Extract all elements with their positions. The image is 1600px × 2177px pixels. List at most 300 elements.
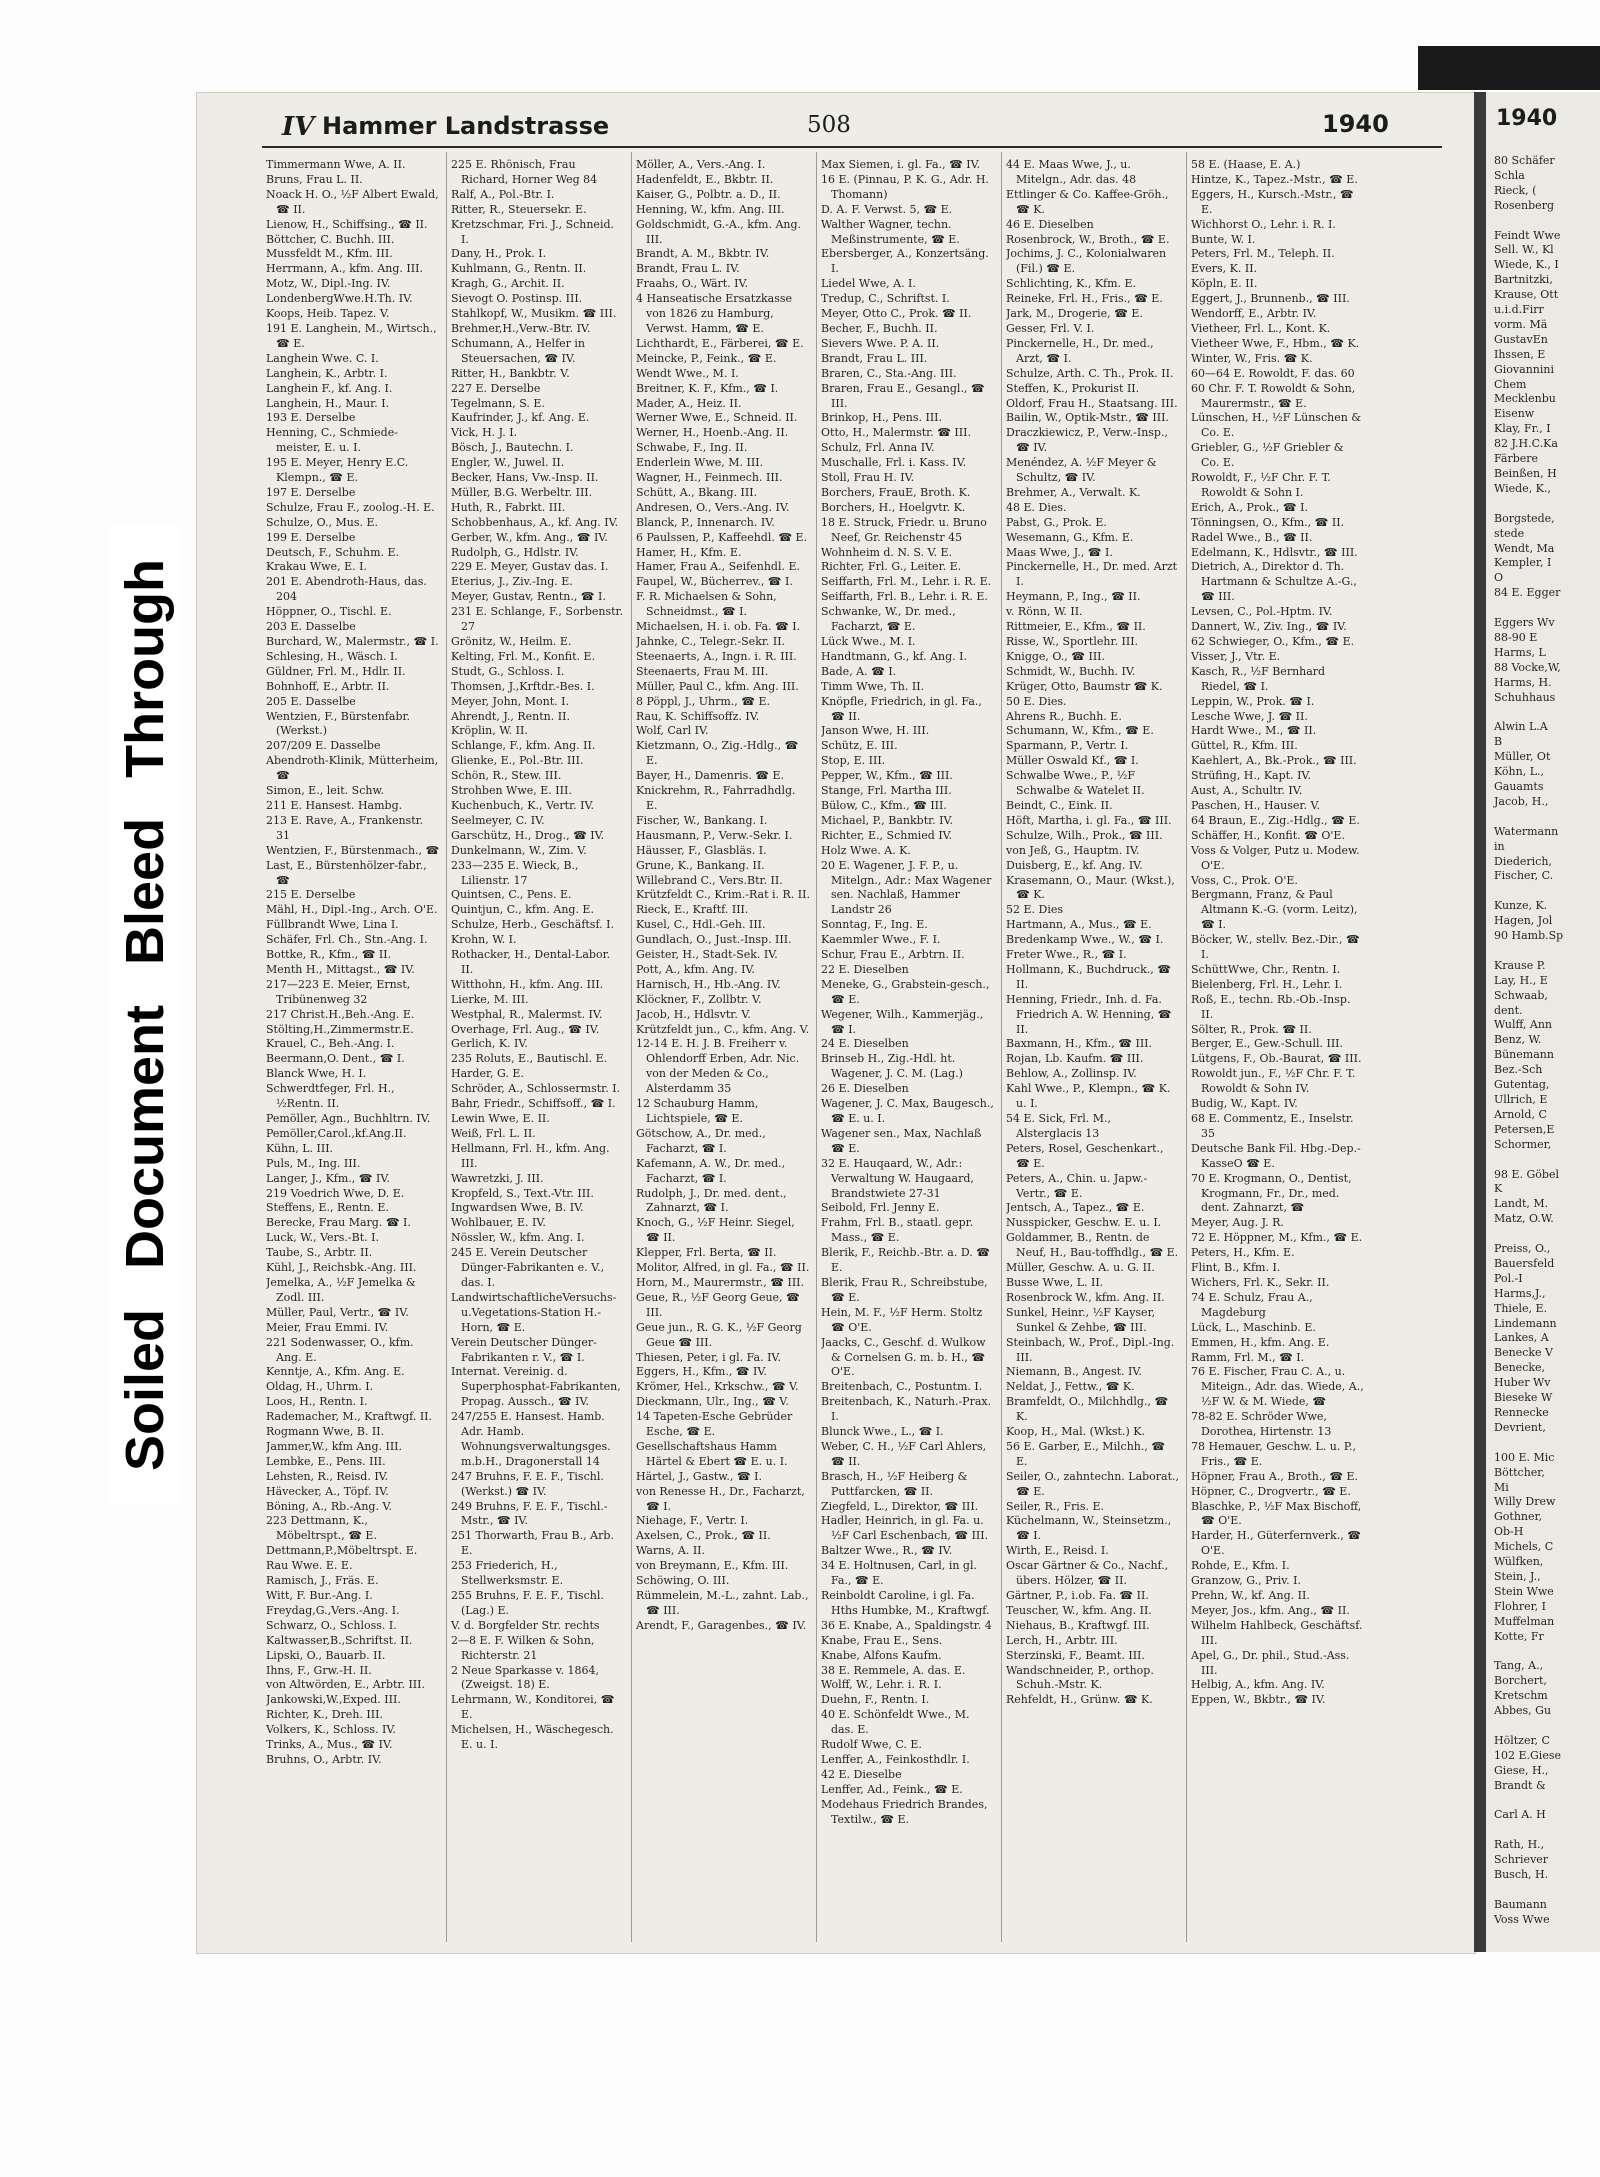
adjacent-page-line (1494, 1644, 1600, 1659)
directory-entry: Lenffer, Ad., Feink., ☎ E. (821, 1782, 963, 1796)
adjacent-page-line: Abbes, Gu (1494, 1704, 1552, 1718)
directory-entry: Blanck Wwe, H. I. (266, 1067, 367, 1081)
adjacent-page-line: Bez.-Sch (1494, 1063, 1543, 1077)
directory-column-6 (1191, 158, 1365, 1938)
directory-entry: Rosenbrock, W., Broth., ☎ E. (1006, 232, 1170, 246)
directory-entry: Kretzschmar, Fri. J., Schneid. I. (451, 217, 615, 246)
directory-entry: Levsen, C., Pol.-Hptm. IV. (1191, 605, 1333, 619)
directory-entry: Dettmann,P.,Möbeltrspt. E. (266, 1544, 418, 1558)
adjacent-page-line: Ihssen, E (1494, 347, 1546, 361)
directory-entry: Eggers, H., Kursch.-Mstr., ☎ E. (1191, 187, 1354, 216)
adjacent-page-line: 102 E.Giese (1494, 1748, 1561, 1762)
adjacent-page-line (1494, 1719, 1600, 1734)
directory-entry: Maas Wwe, J., ☎ I. (1006, 545, 1113, 559)
adjacent-page-line: Rosenberg (1494, 198, 1554, 212)
directory-entry: Pinckernelle, H., Dr. med., Arzt, ☎ I. (1006, 336, 1154, 365)
directory-entry: Meyer, Aug. J. R. (1191, 1216, 1284, 1230)
adjacent-page-line: 82 J.H.C.Ka (1494, 437, 1558, 451)
adjacent-page-line: Mi (1494, 1480, 1509, 1494)
directory-entry: 38 E. Remmele, A. das. E. (821, 1663, 966, 1677)
directory-entry: Henning, C., Schmiede-meister, E. u. I. (266, 426, 398, 455)
adjacent-page-line: Böttcher, (1494, 1465, 1545, 1479)
adjacent-page-line: Beinßen, H (1494, 467, 1557, 481)
directory-entry: 60 Chr. F. T. Rowoldt & Sohn, Maurermstr., ☎ E. (1191, 381, 1356, 410)
directory-entry: 247 Bruhns, F. E. F., Tischl. (Werkst.) ☎ IV. (451, 1469, 604, 1498)
directory-entry: Schmidt, W., Buchh. IV. (1006, 664, 1136, 678)
adjacent-page-line: Watermann (1494, 824, 1559, 838)
adjacent-page-line: Ullrich, E (1494, 1092, 1548, 1106)
directory-entry: Simon, E., leit. Schw. (266, 784, 385, 798)
directory-entry: 68 E. Commentz, E., Inselstr. 35 (1191, 1112, 1354, 1140)
adjacent-page-line: O (1494, 571, 1504, 585)
directory-entry: Wendorff, E., Arbtr. IV. (1191, 307, 1317, 321)
directory-entry: Reineke, Frl. H., Fris., ☎ E. (1006, 292, 1163, 306)
directory-entry: 12 Schauburg Hamm, Lichtspiele, ☎ E. (636, 1097, 759, 1125)
directory-entry: 58 E. (Haase, E. A.) (1191, 158, 1301, 171)
directory-entry: Thomsen, J.,Krftdr.-Bes. I. (451, 679, 595, 693)
directory-entry: Andresen, O., Vers.-Ang. IV. (636, 500, 790, 514)
directory-entry: Geue, R., ½F Georg Geue, ☎ III. (636, 1290, 800, 1319)
directory-entry: Lierke, M. III. (451, 992, 529, 1006)
directory-entry: Duisberg, E., kf. Ang. IV. (1006, 858, 1143, 872)
directory-entry: 22 E. Dieselben (821, 962, 909, 976)
directory-entry: Motz, W., Dipl.-Ing. IV. (266, 277, 391, 291)
directory-entry: Lewin Wwe, E. II. (451, 1112, 550, 1125)
adjacent-page-line: Lankes, A (1494, 1331, 1549, 1345)
adjacent-page-line: Voss Wwe (1494, 1912, 1550, 1926)
directory-entry: Ralf, A., Pol.-Btr. I. (451, 187, 555, 201)
adjacent-page-line: Wiede, K., I (1494, 258, 1559, 272)
adjacent-page-line: Tang, A., (1494, 1659, 1544, 1673)
directory-entry: Knabe, Frau E., Sens. (821, 1633, 943, 1647)
directory-entry: Müller, Geschw. A. u. G. II. (1006, 1261, 1155, 1275)
directory-entry: Schlange, F., kfm. Ang. II. (451, 739, 596, 753)
adjacent-page-line: Fischer, C. (1494, 869, 1554, 883)
directory-entry: Emmen, H., kfm. Ang. E. (1191, 1335, 1330, 1349)
directory-entry: Griebler, G., ½F Griebler & Co. E. (1191, 441, 1344, 470)
directory-entry: 42 E. Dieselbe (821, 1767, 902, 1781)
directory-entry: 76 E. Fischer, Frau C. A., u. Miteign., Adr. das. Wiede, A., ½F W. & M. Wiede, ☎ (1191, 1365, 1364, 1409)
directory-entry: Geister, H., Stadt-Sek. IV. (636, 948, 778, 962)
directory-entry: Abendroth-Klinik, Mütterheim, ☎ (266, 754, 439, 783)
directory-entry: Brandt, A. M., Bkbtr. IV. (636, 247, 770, 261)
directory-entry: Steenaerts, A., Ingn. i. R. III. (636, 649, 797, 663)
directory-entry: Risse, W., Sportlehr. III. (1006, 635, 1139, 648)
directory-entry: Fischer, W., Bankang. I. (636, 813, 768, 827)
directory-entry: 36 E. Knabe, A., Spaldingstr. 4 (821, 1618, 992, 1632)
directory-entry: Jochims, J. C., Kolonialwaren (Fil.) ☎ E. (1006, 247, 1167, 276)
directory-entry: Radel Wwe., B., ☎ II. (1191, 530, 1313, 544)
adjacent-page-line: Benecke V (1494, 1346, 1553, 1360)
directory-entry: Modehaus Friedrich Brandes, Textilw., ☎ E. (821, 1797, 988, 1826)
directory-entry: Schwalbe Wwe., P., ½F Schwalbe & Watelet II. (1006, 769, 1145, 798)
directory-entry: D. A. F. Verwst. 5, ☎ E. (821, 202, 953, 216)
directory-entry: Otto, H., Malermstr. ☎ III. (821, 426, 971, 440)
directory-entry: 211 E. Hansest. Hambg. (266, 798, 403, 812)
adjacent-page-line: Bauersfeld (1494, 1256, 1555, 1270)
directory-entry: Liedel Wwe, A. I. (821, 277, 916, 291)
directory-entry: Pemöller, Agn., Buchhltrn. IV. (266, 1112, 431, 1125)
directory-entry: Pabst, G., Prok. E. (1006, 515, 1107, 529)
directory-entry: 48 E. Dies. (1006, 500, 1067, 514)
directory-entry: von Renesse H., Dr., Facharzt, ☎ I. (636, 1484, 805, 1513)
directory-entry: Küchelmann, W., Steinsetzm., ☎ I. (1006, 1514, 1172, 1543)
directory-entry: 231 E. Schlange, F., Sorbenstr. 27 (451, 605, 624, 634)
directory-entry: Last, E., Bürstenhölzer-fabr., ☎ (266, 858, 427, 887)
directory-entry: Müller, Paul C., kfm. Ang. III. (636, 679, 799, 693)
directory-entry: Güttel, R., Kfm. III. (1191, 739, 1298, 753)
adjacent-page-line: Arnold, C (1494, 1107, 1547, 1121)
directory-entry: Blaschke, P., ½F Max Bischoff, ☎ O'E. (1191, 1499, 1362, 1528)
directory-entry: Peters, H., Kfm. E. (1191, 1246, 1295, 1260)
directory-entry: Borchers, H., Hoelgvtr. K. (821, 500, 966, 514)
directory-entry: Krohn, W. I. (451, 933, 517, 947)
adjacent-page-line: Benecke, (1494, 1361, 1546, 1375)
directory-entry: Sievogt O. Postinsp. III. (451, 292, 583, 306)
directory-entry: Krüger, Otto, Baumstr ☎ K. (1006, 679, 1163, 693)
directory-entry: Lenffer, A., Feinkosthdlr. I. (821, 1752, 970, 1766)
directory-entry: Brinkop, H., Pens. III. (821, 411, 943, 425)
adjacent-page-line: Carl A. H (1494, 1808, 1546, 1822)
directory-entry: 32 E. Hauqaard, W., Adr.: Verwaltung W. Haugaard, Brandstwiete 27-31 (821, 1156, 974, 1200)
directory-entry: 193 E. Derselbe (266, 411, 356, 425)
header-rule (262, 146, 1442, 148)
directory-entry: Busse Wwe, L. II. (1006, 1275, 1104, 1289)
directory-entry: Hollmann, K., Buchdruck., ☎ II. (1006, 962, 1171, 991)
directory-entry: Kelting, Frl. M., Konfit. E. (451, 649, 596, 663)
directory-entry: Wentzien, F., Bürstenmach., ☎ (266, 843, 440, 857)
adjacent-page-line: Hagen, Jol (1494, 914, 1553, 928)
directory-entry: Rau Wwe. E. E. (266, 1559, 353, 1573)
directory-entry: 56 E. Garber, E., Milchh., ☎ E. (1006, 1439, 1166, 1468)
directory-entry: Hausmann, P., Verw.-Sekr. I. (636, 828, 793, 842)
directory-entry: 24 E. Dieselben (821, 1037, 909, 1051)
adjacent-page-line: Harms,J., (1494, 1286, 1546, 1300)
directory-entry: Rothacker, H., Dental-Labor. II. (451, 948, 611, 976)
directory-entry: Kröplin, W. II. (451, 724, 528, 738)
directory-entry: 12-14 E. H. J. B. Freiherr v. Ohlendorff Erben, Adr. Nic. von der Meden & Co., Alsterdamm 35 (636, 1037, 800, 1096)
directory-entry: Bergmann, Franz, & Paul Altmann K.-G. (vorm. Leitz), ☎ I. (1191, 888, 1358, 932)
directory-entry: Knigge, O., ☎ III. (1006, 649, 1105, 663)
adjacent-page-line: Matz, O.W. (1494, 1212, 1554, 1226)
directory-entry: Sonntag, F., Ing. E. (821, 918, 928, 932)
directory-entry: Ramm, Frl. M., ☎ I. (1191, 1350, 1305, 1364)
directory-entry: Höppner, O., Tischl. E. (266, 605, 392, 619)
adjacent-page-line: 98 E. Göbel (1494, 1167, 1559, 1181)
directory-entry: Richter, Frl. G., Leiter. E. (821, 560, 962, 574)
adjacent-page-line (1494, 1153, 1600, 1168)
directory-entry: Rogmann Wwe, B. II. (266, 1425, 385, 1439)
directory-column-4 (821, 158, 995, 1938)
directory-entry: 54 E. Sick, Frl. M., Alsterglacis 13 (1006, 1112, 1112, 1140)
directory-entry: Muschalle, Frl. i. Kass. IV. (821, 456, 967, 470)
adjacent-page-line: Schormer, (1494, 1137, 1552, 1151)
directory-entry: Pott, A., kfm. Ang. IV. (636, 962, 755, 976)
adjacent-page-line: Michels, C (1494, 1540, 1554, 1554)
adjacent-page-line: Kretschm (1494, 1689, 1548, 1703)
adjacent-page-line (1494, 884, 1600, 899)
label-word-bleed: Bleed (115, 817, 175, 965)
adjacent-page-line: Eggers Wv (1494, 616, 1555, 630)
page-header (262, 104, 1442, 144)
directory-entry: Höft, Martha, i. gl. Fa., ☎ III. (1006, 813, 1172, 827)
directory-entry: Meyer, Jos., kfm. Ang., ☎ II. (1191, 1603, 1350, 1617)
adjacent-page-line (1494, 705, 1600, 720)
adjacent-page-line: Wülfken, (1494, 1555, 1544, 1569)
directory-entry: Meyer, John, Mont. I. (451, 694, 569, 708)
directory-entry: Menth H., Mittagst., ☎ IV. (266, 962, 415, 976)
adjacent-page-line: Bieseke W (1494, 1391, 1553, 1405)
adjacent-page-line: 84 E. Egger (1494, 586, 1561, 600)
directory-entry: Bottke, R., Kfm., ☎ II. (266, 948, 392, 962)
directory-entry: Wentzien, F., Bürstenfabr. (Werkst.) (266, 709, 411, 738)
directory-entry: 235 Roluts, E., Bautischl. E. (451, 1052, 608, 1066)
directory-column-1 (266, 158, 440, 1938)
directory-entry: Hävecker, A., Töpf. IV. (266, 1484, 389, 1498)
directory-entry: Helbig, A., kfm. Ang. IV. (1191, 1678, 1325, 1692)
directory-entry: Kuhlmann, G., Rentn. II. (451, 262, 587, 276)
directory-entry: von Breymann, E., Kfm. III. (636, 1559, 789, 1573)
directory-entry: Beindt, C., Eink. II. (1006, 798, 1113, 812)
directory-entry: Gerber, W., kfm. Ang., ☎ IV. (451, 530, 608, 544)
adjacent-page-line: Gauamts (1494, 780, 1544, 793)
directory-entry: Enderlein Wwe, M. III. (636, 456, 764, 470)
directory-entry: Bayer, H., Damenris. ☎ E. (636, 769, 785, 783)
adjacent-page-line: Schwaab, (1494, 988, 1548, 1002)
directory-entry: Goldschmidt, G.-A., kfm. Ang. III. (636, 217, 802, 246)
adjacent-page-line (1494, 1883, 1600, 1898)
adjacent-page-line: Flohrer, I (1494, 1599, 1547, 1613)
directory-entry: Wohlbauer, E. IV. (451, 1216, 546, 1230)
directory-entry: Beermann,O. Dent., ☎ I. (266, 1052, 405, 1066)
directory-entry: Steenaerts, Frau M. III. (636, 664, 769, 678)
directory-entry: Tredup, C., Schriftst. I. (821, 292, 950, 306)
directory-entry: Sievers Wwe. P. A. II. (821, 336, 940, 350)
directory-entry: Timm Wwe, Th. II. (821, 679, 925, 693)
directory-entry: Behlow, A., Zollinsp. IV. (1006, 1067, 1137, 1081)
directory-entry: Rümmelein, M.-L., zahnt. Lab., ☎ III. (636, 1589, 809, 1617)
adjacent-page-line: Müller, Ot (1494, 750, 1551, 764)
directory-entry: 203 E. Dasselbe (266, 620, 356, 634)
directory-entry: 197 E. Derselbe (266, 485, 356, 499)
directory-entry: Schulze, Wilh., Prok., ☎ III. (1006, 828, 1163, 842)
directory-entry: 205 E. Dasselbe (266, 694, 356, 708)
directory-entry: Schulze, Frau F., zoolog.-H. E. (266, 500, 435, 514)
directory-entry: Stange, Frl. Martha III. (821, 784, 952, 798)
directory-entry: Internat. Vereinig. d. Superphosphat-Fabrikanten, Propag. Aussch., ☎ IV. (451, 1365, 621, 1409)
directory-entry: Krauel, C., Beh.-Ang. I. (266, 1037, 395, 1051)
directory-entry: LandwirtschaftlicheVersuchs-u.Vegetations-Station H.-Horn, ☎ E. (451, 1290, 617, 1334)
directory-entry: Meincke, P., Feink., ☎ E. (636, 351, 777, 365)
directory-entry: Krützfeldt C., Krim.-Rat i. R. II. (636, 888, 810, 902)
directory-entry: Geue jun., R. G. K., ½F Georg Geue ☎ III. (636, 1320, 802, 1349)
directory-entry: Kafemann, A. W., Dr. med., Facharzt, ☎ I. (636, 1156, 786, 1185)
directory-entry: 199 E. Derselbe (266, 530, 356, 544)
directory-entry: Krakau Wwe, E. I. (266, 560, 367, 574)
directory-entry: Voss, C., Prok. O'E. (1191, 873, 1298, 887)
adjacent-page-line: Kotte, Fr (1494, 1629, 1544, 1643)
directory-entry: Wolff, W., Lehr. i. R. I. (821, 1678, 942, 1692)
directory-entry: Füllbrandt Wwe, Lina I. (266, 918, 399, 932)
directory-entry: Deutsche Bank Fil. Hbg.-Dep.-KasseO ☎ E. (1191, 1141, 1361, 1170)
directory-entry: Menéndez, A. ½F Meyer & Schultz, ☎ IV. (1006, 456, 1157, 485)
directory-entry: Höpner, C., Drogvertr., ☎ E. (1191, 1484, 1351, 1498)
adjacent-page-line: Preiss, O., (1494, 1242, 1551, 1256)
directory-entry: 213 E. Rave, A., Frankenstr. 31 (266, 813, 424, 842)
directory-entry: Henning, W., kfm. Ang. III. (636, 202, 785, 216)
directory-entry: Schwerdtfeger, Frl. H., ½Rentn. II. (266, 1082, 395, 1111)
directory-entry: Langhein, K., Arbtr. I. (266, 366, 388, 380)
directory-entry: Kietzmann, O., Zig.-Hdlg., ☎ E. (636, 739, 799, 768)
directory-entry: 255 Bruhns, F. E. F., Tischl. (Lag.) E. (451, 1589, 604, 1617)
directory-entry: Luck, W., Vers.-Bt. I. (266, 1231, 379, 1245)
directory-entry: Mader, A., Heiz. II. (636, 396, 742, 410)
adjacent-page-line: in (1494, 839, 1505, 853)
directory-entry: Thiesen, Peter, i gl. Fa. IV. (636, 1350, 781, 1364)
directory-entry: Schröder, A., Schlossermstr. I. (451, 1082, 621, 1096)
directory-entry: Blunck Wwe., L., ☎ I. (821, 1425, 944, 1439)
directory-entry: Borchers, FrauE, Broth. K. (821, 485, 971, 499)
adjacent-page-line: stede (1494, 526, 1525, 540)
adjacent-page-line: Landt, M. (1494, 1197, 1549, 1211)
adjacent-page-line (1494, 1436, 1600, 1451)
directory-entry: 34 E. Holtnusen, Carl, in gl. Fa., ☎ E. (821, 1559, 977, 1588)
directory-column-3 (636, 158, 810, 1938)
directory-entry: Sölter, R., Prok. ☎ II. (1191, 1022, 1312, 1036)
directory-entry: Warns, A. II. (636, 1544, 706, 1558)
directory-entry: Strohben Wwe, E. III. (451, 784, 572, 798)
directory-entry: Knickrehm, R., Fahrradhdlg. E. (636, 784, 796, 812)
directory-entry: Flint, B., Kfm. I. (1191, 1261, 1281, 1275)
directory-entry: Nössler, W., kfm. Ang. I. (451, 1231, 585, 1245)
adjacent-page-line: Sell. W., Kl (1494, 243, 1554, 257)
directory-entry: 62 Schwieger, O., Kfm., ☎ E. (1191, 635, 1355, 648)
directory-entry: Freter Wwe., R., ☎ I. (1006, 948, 1127, 962)
directory-entry: Baxmann, H., Kfm., ☎ III. (1006, 1037, 1153, 1051)
adjacent-page-line: Bünemann (1494, 1048, 1554, 1062)
page-number: 508 (807, 112, 851, 138)
adjacent-page-line: Schriever (1494, 1853, 1549, 1867)
directory-entry: 2 Neue Sparkasse v. 1864, (Zweigst. 18) E. (451, 1663, 600, 1692)
directory-entry: Koop, H., Mal. (Wkst.) K. (1006, 1425, 1145, 1439)
directory-entry: Schumann, W., Kfm., ☎ E. (1006, 724, 1154, 738)
directory-entry: Aust, A., Schultr. IV. (1191, 784, 1303, 798)
directory-entry: Rudolph, J., Dr. med. dent., Zahnarzt, ☎ I. (636, 1186, 787, 1215)
directory-entry: Kuchenbuch, K., Vertr. IV. (451, 798, 594, 812)
directory-entry: Horn, M., Maurermstr., ☎ III. (636, 1275, 805, 1289)
directory-entry: Langhein Wwe. C. I. (266, 351, 379, 365)
directory-entry: Deutsch, F., Schuhm. E. (266, 545, 400, 559)
directory-entry: Prehn, W., kf. Ang. II. (1191, 1589, 1310, 1602)
directory-entry: Rudolph, G., Hdlstr. IV. (451, 545, 579, 559)
directory-entry: Schobbenhaus, A., kf. Ang. IV. (451, 515, 619, 529)
adjacent-page-line (1494, 601, 1600, 616)
directory-entry: Wagener, J. C. Max, Baugesch., ☎ E. u. I. (821, 1097, 994, 1125)
directory-entry: 217—223 E. Meier, Ernst, Tribünenweg 32 (266, 977, 411, 1006)
adjacent-page-line: Chem (1494, 377, 1527, 391)
directory-entry: Knöpfle, Friedrich, in gl. Fa., ☎ II. (821, 694, 982, 723)
directory-entry: Loos, H., Rentn. I. (266, 1395, 368, 1409)
directory-entry: Gesellschaftshaus Hamm Härtel & Ebert ☎ E. u. I. (636, 1439, 788, 1468)
directory-entry: Hellmann, Frl. H., kfm. Ang. III. (451, 1141, 610, 1170)
adjacent-page-line (1494, 497, 1600, 512)
directory-entry: Eggers, H., Kfm., ☎ IV. (636, 1365, 767, 1379)
directory-entry: 219 Voedrich Wwe, D. E. (266, 1186, 405, 1200)
directory-entry: Hartmann, A., Mus., ☎ E. (1006, 918, 1152, 932)
directory-entry: 46 E. Dieselben (1006, 217, 1094, 231)
directory-entry: Bohnhoff, E., Arbtr. II. (266, 679, 390, 693)
directory-entry: Bade, A. ☎ I. (821, 664, 897, 678)
directory-entry: Jacob, H., Hdlsvtr. V. (636, 1007, 751, 1021)
directory-entry: Witt, F. Bur.-Ang. I. (266, 1589, 373, 1602)
adjacent-page-line: Feindt Wwe (1494, 228, 1561, 242)
directory-entry: Knoch, G., ½F Heinr. Siegel, ☎ II. (636, 1216, 795, 1245)
adjacent-page-line: Benz, W. (1494, 1033, 1542, 1047)
directory-entry: 207/209 E. Dasselbe (266, 739, 381, 753)
directory-entry: Rehfeldt, H., Grünw. ☎ K. (1006, 1693, 1153, 1707)
directory-entry: Goldammer, B., Rentn. de Neuf, H., Bau-toffhdlg., ☎ E. (1006, 1231, 1179, 1260)
directory-entry: Lembke, E., Pens. III. (266, 1454, 386, 1468)
directory-entry: Lünschen, H., ½F Lünschen & Co. E. (1191, 411, 1362, 440)
directory-entry: Kühl, J., Reichsbk.-Ang. III. (266, 1261, 417, 1275)
directory-entry: Lehsten, R., Reisd. IV. (266, 1469, 389, 1483)
directory-entry: Vietheer Wwe, F., Hbm., ☎ K. (1191, 336, 1360, 350)
directory-entry: Hadler, Heinrich, in gl. Fa. u. ½F Carl Eschenbach, ☎ III. (821, 1514, 989, 1543)
directory-entry: 253 Friederich, H., Stellwerksmstr. E. (451, 1559, 564, 1588)
directory-entry: Wichhorst O., Lehr. i. R. I. (1191, 217, 1336, 231)
directory-entry: 215 E. Derselbe (266, 888, 356, 902)
adjacent-page-line (1494, 1794, 1600, 1809)
directory-entry: Kaufrinder, J., kf. Ang. E. (451, 411, 590, 425)
directory-entry: Wirth, E., Reisd. I. (1006, 1544, 1109, 1558)
directory-entry: Peters, Rosel, Geschenkart., ☎ E. (1006, 1141, 1164, 1170)
directory-entry: Rohde, E., Kfm. I. (1191, 1559, 1290, 1573)
directory-entry: Lück, L., Maschinb. E. (1191, 1320, 1316, 1334)
directory-entry: Wesemann, G., Kfm. E. (1006, 530, 1134, 544)
adjacent-page-line: 88-90 E (1494, 630, 1538, 644)
directory-entry: Pinckernelle, H., Dr. med. Arzt I. (1006, 560, 1178, 589)
directory-entry: Blerik, Frau R., Schreibstube, ☎ E. (821, 1275, 988, 1304)
directory-entry: 251 Thorwarth, Frau B., Arb. E. (451, 1529, 614, 1558)
directory-entry: Schlesing, H., Wäsch. I. (266, 649, 398, 663)
directory-entry: Böttcher, C. Buchh. III. (266, 232, 395, 246)
section-number: IV (282, 112, 315, 142)
directory-entry: Holz Wwe. A. K. (821, 843, 911, 857)
directory-entry: Grönitz, W., Heilm. E. (451, 635, 572, 648)
adjacent-page-line (1494, 1823, 1600, 1838)
directory-entry: Ritter, H., Bankbtr. V. (451, 366, 570, 380)
directory-entry: Bülow, C., Kfm., ☎ III. (821, 798, 947, 812)
adjacent-page-year: 1940 (1496, 106, 1558, 131)
directory-entry: Seelmeyer, C. IV. (451, 813, 545, 827)
directory-entry: Ihns, F., Grw.-H. II. (266, 1663, 372, 1677)
directory-entry: 20 E. Wagener, J. F. P., u. Mitelgn., Adr.: Max Wagener sen. Nachlaß, Hammer Landstr 26 (821, 858, 992, 917)
directory-entry: 60—64 E. Rowoldt, F. das. 60 (1191, 366, 1355, 380)
directory-entry: Lütgens, F., Ob.-Baurat, ☎ III. (1191, 1052, 1362, 1066)
directory-entry: Max Siemen, i. gl. Fa., ☎ IV. (821, 158, 981, 171)
directory-entry: 229 E. Meyer, Gustav das. I. (451, 560, 609, 574)
directory-entry: Höpner, Frau A., Broth., ☎ E. (1191, 1469, 1359, 1483)
directory-entry: Koops, Heib. Tapez. V. (266, 307, 390, 321)
directory-entry: Brehmer, A., Verwalt. K. (1006, 485, 1141, 499)
directory-entry: Schulze, Herb., Geschäftsf. I. (451, 918, 614, 932)
directory-entry: Niemann, B., Angest. IV. (1006, 1365, 1142, 1379)
directory-entry: Stoll, Frau H. IV. (821, 471, 915, 485)
directory-entry: Duehn, F., Rentn. I. (821, 1693, 930, 1707)
directory-entry: Schlichting, K., Kfm. E. (1006, 277, 1137, 291)
directory-entry: 247/255 E. Hansest. Hamb. Adr. Hamb. Wohnungsverwaltungsges. m.b.H., Dragonerstall 14 (451, 1410, 611, 1468)
directory-entry: Overhage, Frl. Aug., ☎ IV. (451, 1022, 600, 1036)
